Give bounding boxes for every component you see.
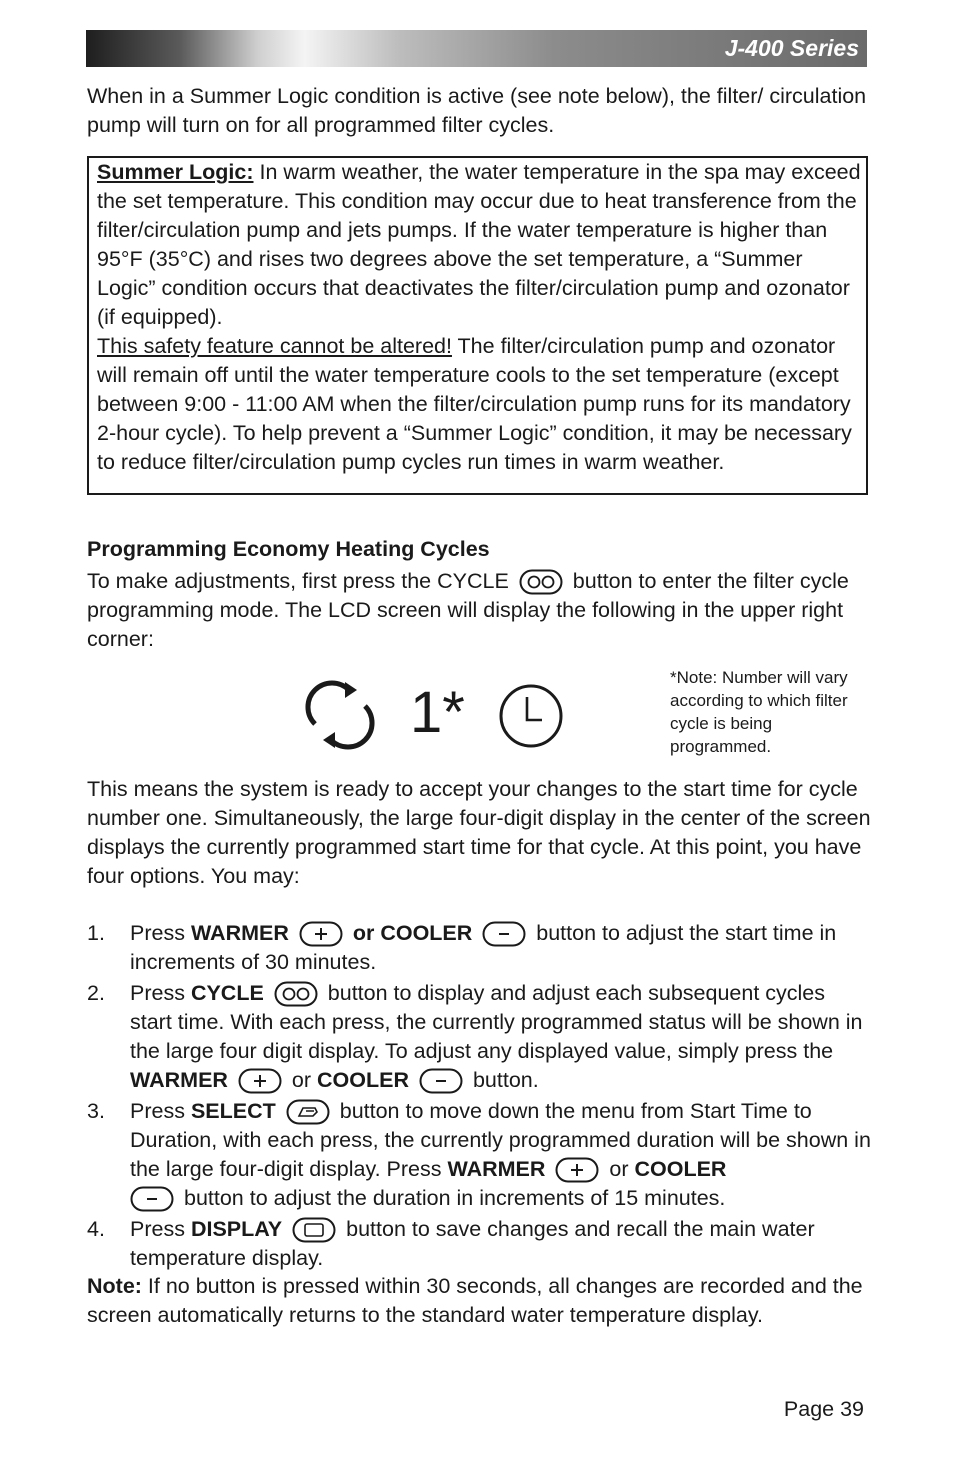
section-heading: Programming Economy Heating Cycles bbox=[87, 537, 490, 561]
cycle-instructions bbox=[87, 567, 872, 654]
lcd-display-sample bbox=[305, 675, 575, 755]
cycle-number: 1* bbox=[410, 680, 465, 745]
warmer-button-icon bbox=[299, 921, 343, 947]
list-item: 4. Press DISPLAY button to save changes and recall the main water temperature display. bbox=[87, 1217, 815, 1270]
summer-logic-text-2: The filter/circulation pump and ozonator will remain off until the water temperature cools to the set temperature (except between 9:00 - 11:00 AM when the filter/circulation pump runs for its mandatory 2-hour cycle). To help prevent a “Summer Logic” condition, it may be necessary to reduce filter/circulation pump cycles run times in warm weather. bbox=[97, 334, 852, 474]
summer-logic-text-1: In warm weather, the water temperature in the spa may exceed the set temperature. This condition may occur due to heat transference from the filter/circulation pump and jets pumps. If the water temperature is higher than 95°F (35°C) and rises two degrees above the set temperature, a “Summer Logic” condition occurs that deactivates the filter/circulation pump and ozonator (if equipped). bbox=[97, 160, 861, 329]
page-number: Page 39 bbox=[783, 1397, 864, 1421]
warmer-button-icon bbox=[238, 1068, 282, 1094]
summer-logic-label: Summer Logic: bbox=[97, 160, 254, 184]
cycle-instructions-a: To make adjustments, first press the CYCLE bbox=[87, 569, 509, 593]
cycle-button-icon bbox=[274, 981, 318, 1007]
warmer-button-icon bbox=[555, 1157, 599, 1183]
header-bar bbox=[86, 30, 867, 67]
intro-paragraph: When in a Summer Logic condition is active (see note below), the filter/ circulation pump will turn on for all programmed filter cycles. bbox=[87, 84, 867, 137]
list-item: 2. Press CYCLE button to display and adjust each subsequent cycles start time. With each press, the currently programmed status will be shown in the large four digit display. To adjust any displayed value, simply press the WARMER or COOLER button. bbox=[87, 979, 872, 1095]
note-paragraph bbox=[87, 1272, 872, 1330]
options-list bbox=[87, 919, 872, 1275]
options-intro: This means the system is ready to accept your changes to the start time for cycle number one. Simultaneously, the large four-digit display in the center of the screen displays the currently programmed start time for that cycle. At this point, you have four options. You may: bbox=[87, 777, 871, 888]
cooler-button-icon bbox=[482, 921, 526, 947]
note-text: If no button is pressed within 30 seconds, all changes are recorded and the screen automatically returns to the standard water temperature display. bbox=[87, 1274, 863, 1327]
clock-icon bbox=[498, 683, 564, 749]
display-button-icon bbox=[292, 1217, 336, 1243]
cycle-instructions-b: button to enter the filter cycle programming mode. The LCD screen will display the following in the upper right corner: bbox=[87, 569, 849, 651]
cycle-arrows-icon bbox=[305, 680, 375, 750]
select-button-icon bbox=[286, 1099, 330, 1125]
note-label: Note: bbox=[87, 1274, 142, 1298]
list-item: 3. Press SELECT button to move down the menu from Start Time to Duration, with each press, the currently programmed duration will be shown in the large four-digit display. Press WARMER or COOLER button to adjust the duration in increments of 15 minutes. bbox=[87, 1097, 872, 1213]
summer-logic-box bbox=[87, 156, 868, 495]
series-title: J-400 Series bbox=[724, 35, 859, 61]
cycle-button-icon bbox=[519, 569, 563, 595]
cooler-button-icon bbox=[130, 1186, 174, 1212]
side-note: *Note: Number will vary according to which filter cycle is being programmed. bbox=[670, 668, 848, 756]
cooler-button-icon bbox=[419, 1068, 463, 1094]
safety-warning: This safety feature cannot be altered! bbox=[97, 334, 452, 358]
list-item: 1. Press WARMER or COOLER button to adjust the start time in increments of 30 minutes. bbox=[87, 921, 837, 974]
